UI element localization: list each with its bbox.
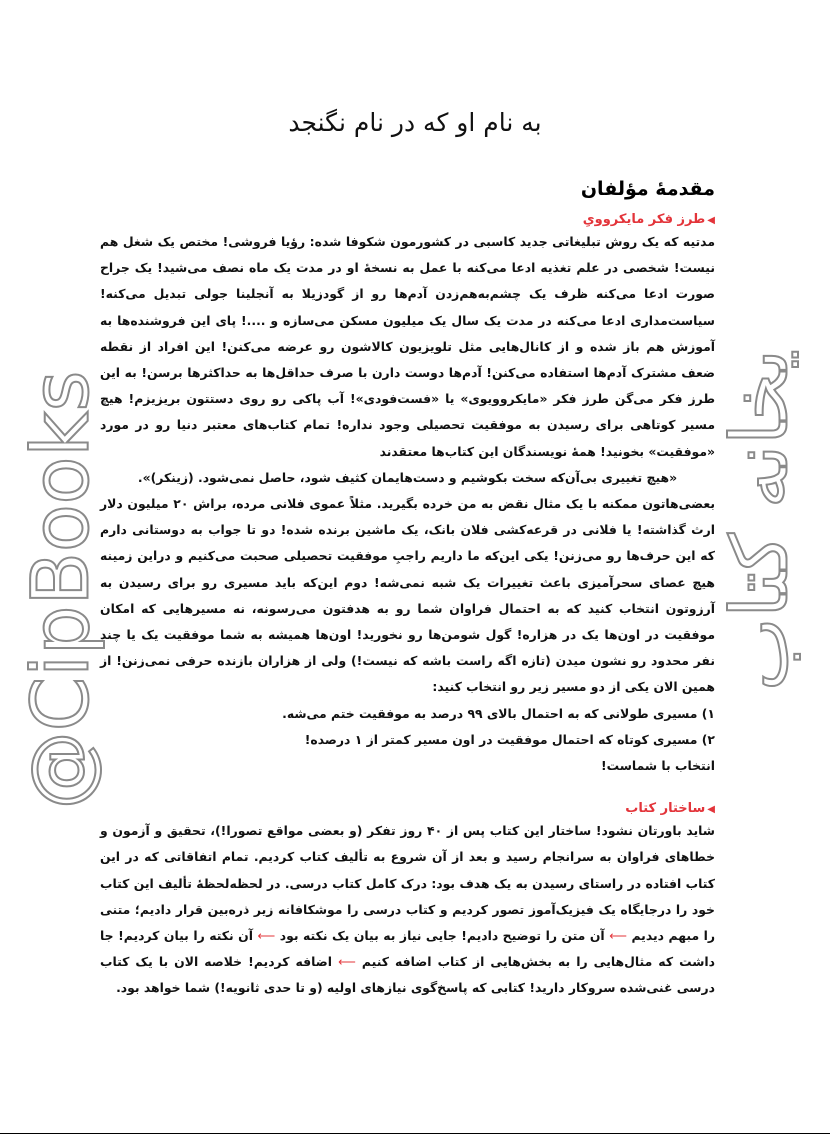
page-title: مقدمهٔ مؤلفان bbox=[580, 178, 715, 200]
paragraph: بعضی‌هاتون ممکنه با یک مثال نقض به من خرده بگیرید. مثلاً عموی فلانی مرده، براش ۲۰ میلیون دلار ارث گذاشته! یا فلانی در قرعه‌کشی فلان بانک، یک ماشین برنده شده! دو تا جواب به دوستانی دارم که این حرف‌ها رو می‌زنن! یکی این‌که ما داریم راجبِ موفقیت تحصیلی صحبت می‌کنیم و دراین زمینه هیچ عصای سحرآمیزی باعث تغییرات یک شبه نمی‌شه! دوم این‌که باید مسیری رو برای رسیدن به آرزوتون انتخاب کنید که به احتمال فراوان شما رو به هدفتون می‌رسونه، نه مسیرهایی که امکان موفقیت در اون‌ها یک در هزاره! گول شومن‌ها رو نخورید! اون‌ها همیشه به شما موفقیت یک یا چند نفر محدود رو نشون میدن (تازه اگه راست باشه که نیست!) ولی از هزاران بازنده حرفی نمی‌زنن! از همین الان یکی از دو مسیر زیر رو انتخاب کنید: bbox=[100, 496, 715, 695]
section-spacer bbox=[100, 779, 715, 797]
triangle-bullet-icon: ◀ bbox=[707, 804, 715, 816]
paragraph-structure bbox=[100, 818, 715, 1001]
paragraph: مدتیه که یک روش تبلیغاتی جدید کاسبی در کشورمون شکوفا شده: رؤیا فروشی! مختص یک شغل هم نیست! شخصی در علم تغذیه ادعا می‌کنه با عمل به نسخهٔ او در مدت یک ماه نصف می‌شید! یک جراح صورت ادعا می‌کنه ظرف یک چشم‌به‌هم‌زدن آدم‌ها رو از گودزیلا به آنجلینا جولی تبدیل می‌کنه! سیاست‌مداری ادعا می‌کنه در مدت یک سال یک میلیون مسکن می‌سازه و ....! پای این فروشنده‌ها به آموزش هم باز شده و از کانال‌هایی مثل تلویزیون کالاشون رو عرضه می‌کنن! این افراد از نقطه ضعف مشترک آدم‌ها استفاده می‌کنن! آدم‌ها دوست دارن با صرف حداقل‌ها به حداکثرها برسن! به این طرز فکر می‌گن طرز فکر «مایکروویوی» یا «فست‌فودی»! آب پاکی رو روی دستتون بریزیزم! هیچ مسیر کوتاهی برای رسیدن به موفقیت تحصیلی وجود نداره! تمام کتاب‌های معتبر دنیا رو در مورد «موفقیت» بخونید! همهٔ نویسندگان این کتاب‌ها معتقدند bbox=[100, 234, 715, 459]
section-heading-microwave bbox=[100, 212, 715, 227]
footer-rule bbox=[0, 1133, 830, 1134]
cipbooks-watermark-logo bbox=[16, 310, 116, 870]
list-item-1: ۱) مسیری طولانی که به احتمال بالای ۹۹ درصد به موفقیت ختم می‌شه. bbox=[282, 705, 715, 721]
section-heading-text: طرز فکر مایکروویِ bbox=[582, 212, 706, 227]
bookstore-watermark-logo bbox=[710, 280, 820, 760]
triangle-bullet-icon: ◀ bbox=[707, 215, 715, 226]
paragraph-conclusion: انتخاب با شماست! bbox=[600, 758, 715, 774]
text-run: آن نکته را بیان کردیم! جا داشت که مثال‌هایی را به بخش‌هایی از کتاب اضافه کنیم bbox=[100, 928, 715, 970]
quote-paragraph: «هیچ تغییری بی‌آن‌که سخت بکوشیم و دست‌هایمان کثیف شود، حاصل نمی‌شود. (زینکر)». bbox=[137, 469, 678, 485]
watermark-text: یخانه کتاب bbox=[715, 348, 806, 692]
text-run: آن متن را توضیح دادیم! جایی نیاز به بیان یک نکته بود bbox=[279, 928, 605, 944]
section-heading-text: ساختار کتاب bbox=[625, 801, 706, 817]
left-arrow-icon: ⟵ bbox=[338, 954, 356, 970]
left-arrow-icon: ⟵ bbox=[257, 928, 276, 944]
watermark-text: @CipBooks bbox=[16, 370, 107, 810]
section-heading-structure bbox=[100, 801, 715, 816]
page-content bbox=[100, 178, 715, 1002]
bismillah-heading: به نام او که در نام نگنجد bbox=[288, 108, 542, 137]
text-run: شاید باورتان نشود! ساختار این کتاب پس از ۴۰ روز تفکر (و بعضی مواقع تصورا!)، تحقیق و آزمون و خطاهای فراوان به سرانجام رسید و بعد از آن شروع به تألیف کتاب کردیم. تمام اتفاقاتی که در این کتاب افتاده در راستای رسیدن به یک هدف بود: درک کامل کتاب درسی. در لحظه‌لحظهٔ تألیف این کتاب خود را درجایگاه یک فیزیک‌آموز تصور کردیم و کتاب درسی را موشکافانه زیر ذره‌بین قرار دادیم؛ متنی را مبهم دیدیم bbox=[100, 823, 716, 944]
list-item-2: ۲) مسیری کوتاه که احتمال موفقیت در اون مسیر کمتر از ۱ درصده! bbox=[304, 731, 715, 747]
text-run: اضافه کردیم! خلاصه الان با یک کتاب درسی غنی‌شده سروکار دارید! کتابی که پاسخ‌گوی نیازهای اولیه (و تا حدی ثانویه!) شما خواهد بود. bbox=[100, 954, 715, 996]
left-arrow-icon: ⟵ bbox=[609, 928, 627, 944]
